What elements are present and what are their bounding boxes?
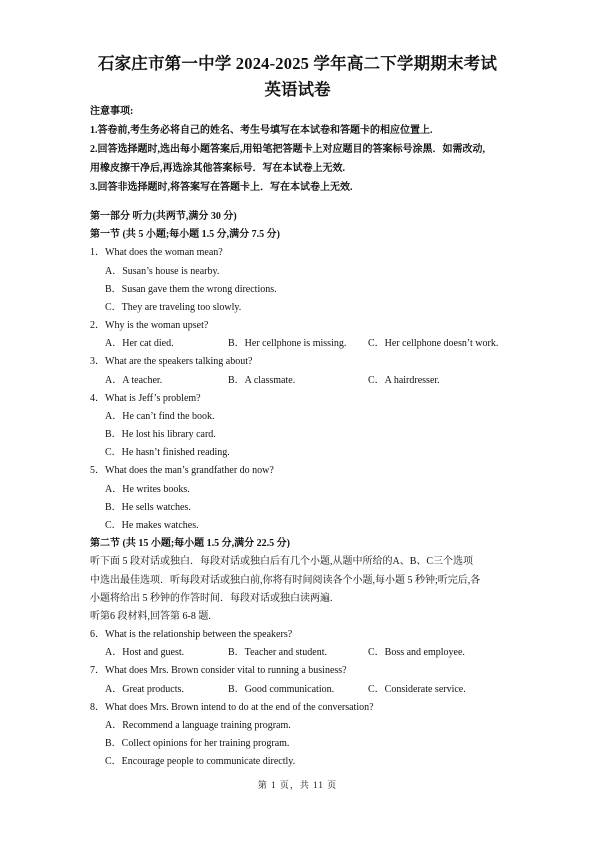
instruction-line: 听第6 段材料,回答第 6-8 题.	[90, 611, 211, 623]
answer-option: C．Encourage people to communicate directly.	[105, 756, 296, 768]
question-stem: 8．What does Mrs. Brown intend to do at the end of the conversation?	[90, 701, 374, 713]
part-heading: 第一部分 听力(共两节,满分 30 分)	[90, 211, 237, 222]
answer-option: A．Recommend a language training program.	[105, 719, 291, 731]
option-row	[90, 644, 510, 662]
instruction-line: 小题将给出 5 秒钟的作答时间．每段对话或独白读两遍.	[90, 592, 333, 604]
question-stem: 2．Why is the woman upset?	[90, 320, 209, 332]
section1-heading: 第一节 (共 5 小题;每小题 1.5 分,满分 7.5 分)	[90, 229, 280, 241]
section1-questions	[90, 244, 510, 535]
answer-option: A．Great products.	[105, 683, 184, 695]
answer-option: A．Host and guest.	[105, 647, 185, 659]
option-row	[90, 335, 510, 353]
answer-option: B．A classmate.	[228, 374, 296, 386]
note-line: 1.答卷前,考生务必将自己的姓名、考生号填写在本试卷和答题卡的相应位置上.	[90, 125, 433, 136]
note-line: 用橡皮擦干净后,再选涂其他答案标号．写在本试卷上无效.	[90, 163, 345, 174]
answer-option: A．He can’t find the book.	[105, 410, 215, 422]
exam-title: 石家庄市第一中学 2024-2025 学年高二下学期期末考试	[97, 54, 498, 73]
page-footer: 第 1 页，共 11 页	[257, 780, 338, 790]
answer-option: C．He hasn’t finished reading.	[105, 447, 230, 459]
answer-option: B．Good communication.	[228, 683, 335, 695]
listening-part	[90, 208, 510, 771]
answer-option: C．They are traveling too slowly.	[105, 302, 242, 314]
note-line: 2.回答选择题时,选出每小题答案后,用铅笔把答题卡上对应题目的答案标号涂黑．如需改动,	[90, 144, 485, 155]
section2-heading: 第二节 (共 15 小题;每小题 1.5 分,满分 22.5 分)	[90, 538, 290, 550]
answer-option: B．He sells watches.	[105, 501, 191, 513]
note-line: 3.回答非选择题时,将答案写在答题卡上．写在本试卷上无效.	[90, 182, 353, 193]
question-stem: 4．What is Jeff’s problem?	[90, 392, 201, 404]
instruction-line: 听下面 5 段对话或独白．每段对话或独白后有几个小题,从题中所给的A、B、C三个选项	[90, 556, 474, 568]
exam-subject-title: 英语试卷	[264, 80, 331, 99]
answer-option: C．Boss and employee.	[368, 647, 465, 659]
instruction-line: 中选出最佳选项．听每段对话或独白前,你将有时间阅读各个小题,每小题 5 秒钟;听完后,各	[90, 574, 481, 586]
answer-option: A．He writes books.	[105, 483, 190, 495]
answer-option: B．Susan gave them the wrong directions.	[105, 283, 277, 295]
question-stem: 1．What does the woman mean?	[90, 247, 223, 259]
answer-option: C．He makes watches.	[105, 520, 199, 532]
answer-option: A．Susan’s house is nearby.	[105, 265, 220, 277]
answer-option: B．Collect opinions for her training program.	[105, 738, 290, 750]
answer-option: B．He lost his library card.	[105, 429, 216, 441]
answer-option: B．Teacher and student.	[228, 647, 327, 659]
notes-heading: 注意事项:	[90, 106, 134, 117]
option-row	[90, 372, 510, 390]
question-stem: 5．What does the man’s grandfather do now?	[90, 465, 274, 477]
answer-option: C．A hairdresser.	[368, 374, 440, 386]
answer-option: A．A teacher.	[105, 374, 163, 386]
question-stem: 3．What are the speakers talking about?	[90, 356, 253, 368]
question-stem: 7．What does Mrs. Brown consider vital to running a business?	[90, 665, 347, 677]
section2-questions	[90, 626, 510, 771]
answer-option: C．Considerate service.	[368, 683, 466, 695]
answer-option: C．Her cellphone doesn’t work.	[368, 338, 499, 350]
answer-option: B．Her cellphone is missing.	[228, 338, 347, 350]
question-stem: 6．What is the relationship between the speakers?	[90, 629, 293, 641]
option-row	[90, 681, 510, 699]
answer-option: A．Her cat died.	[105, 338, 174, 350]
notes-block	[90, 102, 510, 197]
